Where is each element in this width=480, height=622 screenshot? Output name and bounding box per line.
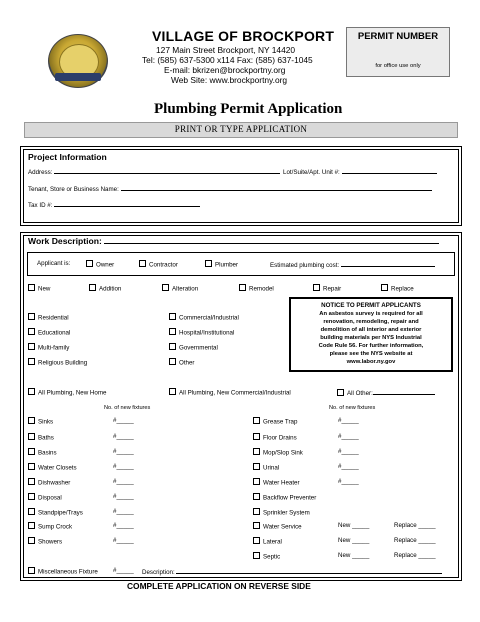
use-governmental-checkbox[interactable] <box>169 343 218 352</box>
page-title: Plumbing Permit Application <box>154 101 343 117</box>
notice-link[interactable]: www.labor.ny.gov <box>346 359 396 365</box>
work-type-repair-checkbox[interactable] <box>313 284 341 293</box>
use-residential-checkbox[interactable] <box>28 313 69 322</box>
use-label: Educational <box>38 329 71 337</box>
reverse-side-note: COMPLETE APPLICATION ON REVERSE SIDE <box>127 581 311 591</box>
work-type-replace-checkbox[interactable] <box>381 284 414 293</box>
permit-number-title: PERMIT NUMBER <box>357 31 439 42</box>
fixture-label: Water Closets <box>38 464 77 472</box>
use-label: Multi-family <box>38 344 70 352</box>
fixture-count-input[interactable]: #_____ <box>338 448 359 455</box>
tenant-label: Tenant, Store or Business Name: <box>28 186 119 193</box>
fixture-label: Miscellaneous Fixture <box>38 568 98 576</box>
misc-description-field[interactable] <box>142 567 442 576</box>
contractor-label: Contractor <box>149 261 178 269</box>
septic-new-input[interactable]: New _____ <box>338 552 370 559</box>
fixtures-header-left: No. of new fixtures <box>104 405 151 411</box>
fixture-label: Water Service <box>263 523 302 531</box>
fixture-label: Backflow Preventer <box>263 494 317 502</box>
fixture-label: Standpipe/Trays <box>38 509 83 517</box>
tax-id-field[interactable] <box>28 200 200 209</box>
fixture-count-input[interactable]: #_____ <box>113 417 134 424</box>
fixture-label: Sinks <box>38 418 54 426</box>
fixture-dishwasher-checkbox[interactable] <box>28 478 70 487</box>
plumber-label: Plumber <box>215 261 239 269</box>
all-other-field[interactable] <box>337 388 435 397</box>
fixtures-header-right: No. of new fixtures <box>329 405 376 411</box>
use-hospital-checkbox[interactable] <box>169 328 234 337</box>
description-label: Description: <box>142 569 175 576</box>
fixture-count-input[interactable]: #_____ <box>113 537 134 544</box>
fixture-label: Urinal <box>263 464 280 472</box>
work-title-label: Work Description: <box>28 236 102 246</box>
use-educational-checkbox[interactable] <box>28 328 70 337</box>
work-type-addition-checkbox[interactable] <box>89 284 121 293</box>
lot-unit-field[interactable] <box>283 167 437 176</box>
fixture-standpipe-checkbox[interactable] <box>28 508 83 517</box>
water-service-new-input[interactable]: New _____ <box>338 522 370 529</box>
address-field[interactable] <box>28 167 280 176</box>
fixture-label: Showers <box>38 538 63 546</box>
fixture-urinal-checkbox[interactable] <box>253 463 279 472</box>
fixture-label: Mop/Slop Sink <box>263 449 303 457</box>
notice-line: please see the NYS website at <box>329 351 413 357</box>
fixture-sprinkler-checkbox[interactable] <box>253 508 310 517</box>
applicant-owner-checkbox[interactable] <box>86 260 114 269</box>
work-type-label: Alteration <box>172 285 199 293</box>
fixture-count-input[interactable]: #_____ <box>338 463 359 470</box>
fixture-label: Septic <box>263 553 281 561</box>
all-plumbing-label: All Plumbing, New Commercial/Industrial <box>179 389 291 397</box>
notice-line: Code Rule 56. For further information, <box>318 343 424 349</box>
permit-number-subtitle: for office use only <box>375 63 421 69</box>
notice-title: NOTICE TO PERMIT APPLICANTS <box>321 302 421 309</box>
fixture-label: Sump Crock <box>38 523 73 531</box>
use-religious-checkbox[interactable] <box>28 358 87 367</box>
work-type-label: Addition <box>99 285 122 293</box>
applicant-contractor-checkbox[interactable] <box>139 260 178 269</box>
org-website: Web Site: www.brockportny.org <box>171 75 288 85</box>
use-multifamily-checkbox[interactable] <box>28 343 69 352</box>
fixture-lateral-checkbox[interactable] <box>253 537 282 546</box>
fixture-baths-checkbox[interactable] <box>28 433 54 442</box>
lateral-replace-input[interactable]: Replace _____ <box>394 537 436 544</box>
water-service-replace-input[interactable]: Replace _____ <box>394 522 436 529</box>
estimated-cost-label: Estimated plumbing cost: <box>270 262 340 269</box>
fixture-label: Sprinkler System <box>263 509 310 517</box>
fixture-showers-checkbox[interactable] <box>28 537 62 546</box>
project-section-title: Project Information <box>28 152 107 162</box>
fixture-water-heater-checkbox[interactable] <box>253 478 300 487</box>
estimated-cost-field[interactable] <box>270 260 435 269</box>
fixture-basins-checkbox[interactable] <box>28 448 57 457</box>
address-label: Address: <box>28 169 53 176</box>
fixture-count-input[interactable]: #_____ <box>338 478 359 485</box>
notice-line: renovation, remodeling, repair and <box>323 319 419 325</box>
lateral-new-input[interactable]: New _____ <box>338 537 370 544</box>
notice-line: demolition of all interior and exterior <box>320 327 422 333</box>
fixture-miscellaneous-checkbox[interactable] <box>28 567 98 576</box>
fixture-label: Water Heater <box>263 479 300 487</box>
fixture-label: Floor Drains <box>263 434 297 442</box>
applicant-plumber-checkbox[interactable] <box>205 260 238 269</box>
fixture-label: Basins <box>38 449 57 457</box>
fixture-count-input[interactable]: #_____ <box>113 448 134 455</box>
fixture-floor-drains-checkbox[interactable] <box>253 433 297 442</box>
fixture-label: Dishwasher <box>38 479 71 487</box>
fixture-count-input[interactable]: #_____ <box>113 478 134 485</box>
use-label: Governmental <box>179 344 218 352</box>
lot-unit-label: Lot/Suite/Apt. Unit #: <box>283 169 340 176</box>
fixture-label: Grease Trap <box>263 418 298 426</box>
use-label: Commercial/Industrial <box>179 314 239 322</box>
fixture-sump-crock-checkbox[interactable] <box>28 522 72 531</box>
print-banner <box>24 122 458 138</box>
tenant-field[interactable] <box>28 184 432 193</box>
applicant-label: Applicant is: <box>37 260 71 267</box>
fixture-count-input[interactable]: #_____ <box>338 433 359 440</box>
notice-line: building materials per NYS Industrial <box>320 335 422 341</box>
work-type-label: Replace <box>391 285 414 293</box>
fixture-label: Disposal <box>38 494 62 502</box>
work-type-label: Repair <box>323 285 342 293</box>
org-address: 127 Main Street Brockport, NY 14420 <box>156 45 296 55</box>
fixture-sinks-checkbox[interactable] <box>28 417 53 426</box>
work-type-label: Remodel <box>249 285 274 293</box>
misc-count-input[interactable]: #_____ <box>113 567 134 574</box>
all-plumbing-commercial-checkbox[interactable] <box>169 388 291 397</box>
septic-replace-input[interactable]: Replace _____ <box>394 552 436 559</box>
fixture-label: Baths <box>38 434 54 442</box>
asbestos-notice-box <box>289 297 453 372</box>
work-type-new-checkbox[interactable] <box>28 284 50 293</box>
use-label: Other <box>179 359 195 367</box>
work-section-title[interactable] <box>28 236 439 246</box>
use-label: Hospital/Institutional <box>179 329 235 337</box>
all-plumbing-label: All Plumbing, New Home <box>38 389 107 397</box>
fixture-grease-trap-checkbox[interactable] <box>253 417 297 426</box>
notice-line: An asbestos survey is required for all <box>319 311 423 317</box>
use-label: Residential <box>38 314 69 322</box>
work-type-label: New <box>38 285 51 293</box>
fixture-septic-checkbox[interactable] <box>253 552 280 561</box>
fixture-water-closets-checkbox[interactable] <box>28 463 77 472</box>
owner-label: Owner <box>96 261 115 269</box>
tax-id-label: Tax ID #: <box>28 202 53 209</box>
org-phone: Tel: (585) 637-5300 x114 Fax: (585) 637-1045 <box>142 55 313 65</box>
fixture-count-input[interactable]: #_____ <box>113 522 134 529</box>
org-name: VILLAGE OF BROCKPORT <box>152 28 335 44</box>
fixture-count-input[interactable]: #_____ <box>338 417 359 424</box>
fixture-mop-sink-checkbox[interactable] <box>253 448 303 457</box>
use-commercial-checkbox[interactable] <box>169 313 239 322</box>
use-other-checkbox[interactable] <box>169 358 194 367</box>
fixture-count-input[interactable]: #_____ <box>113 493 134 500</box>
fixture-count-input[interactable]: #_____ <box>113 508 134 515</box>
fixture-backflow-checkbox[interactable] <box>253 493 316 502</box>
print-banner-text: PRINT OR TYPE APPLICATION <box>174 124 308 134</box>
permit-number-box[interactable] <box>346 27 450 77</box>
fixture-disposal-checkbox[interactable] <box>28 493 62 502</box>
village-seal-logo <box>48 34 108 88</box>
use-label: Religious Building <box>38 359 88 367</box>
work-type-alteration-checkbox[interactable] <box>162 284 198 293</box>
fixture-count-input[interactable]: #_____ <box>113 463 134 470</box>
fixture-label: Lateral <box>263 538 282 546</box>
all-plumbing-label: All Other: <box>347 390 373 397</box>
all-plumbing-new-home-checkbox[interactable] <box>28 388 106 397</box>
fixture-water-service-checkbox[interactable] <box>253 522 302 531</box>
work-type-remodel-checkbox[interactable] <box>239 284 274 293</box>
fixture-count-input[interactable]: #_____ <box>113 433 134 440</box>
org-email: E-mail: bkrizen@brockportny.org <box>164 65 286 75</box>
